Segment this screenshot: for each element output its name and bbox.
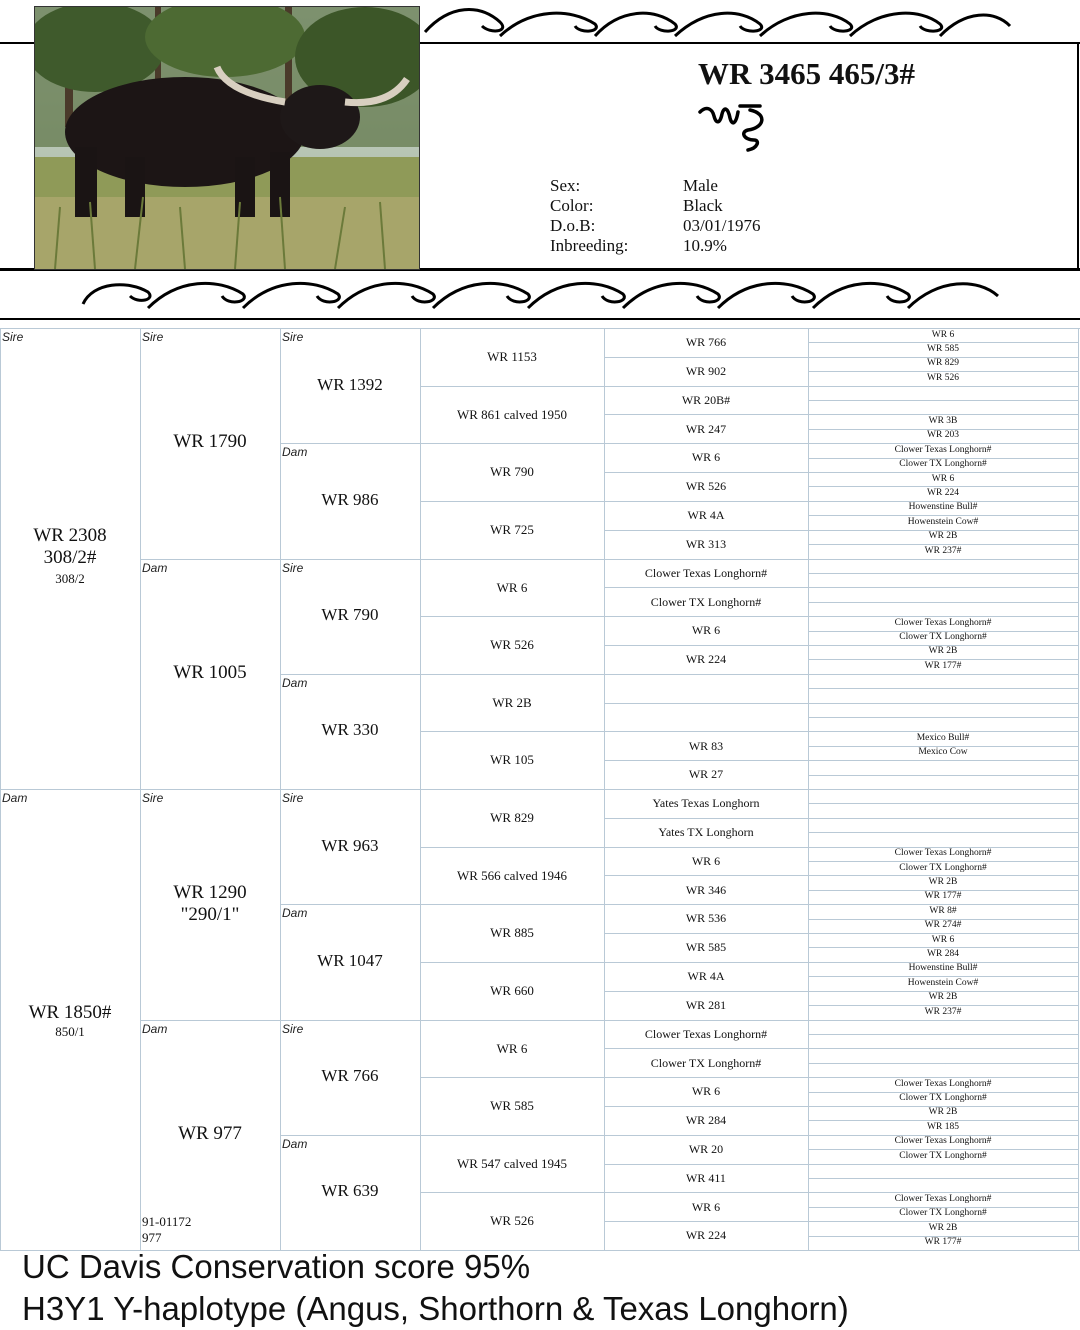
ancestor-gen6: Clower Texas Longhorn# [894, 848, 992, 859]
pedigree-table [0, 328, 1080, 1250]
ancestor-gen4: WR 1153 [487, 349, 537, 364]
row-line [604, 587, 808, 588]
row-line [808, 1164, 1078, 1165]
ancestor-gen6: WR 2B [928, 876, 958, 887]
relation-label: Sire [142, 791, 164, 805]
registration-number: 91-01172 [142, 1214, 192, 1229]
ancestor-gen6: WR 2B [928, 531, 958, 542]
ancestor-gen3: WR 790 [321, 605, 379, 625]
ancestor-gen6: Mexico Cow [918, 747, 968, 758]
ancestor-gen6: WR 2B [928, 646, 958, 657]
row-line [280, 443, 420, 444]
row-line [808, 386, 1078, 387]
ancestor-gen6: Clower TX Longhorn# [899, 632, 987, 643]
ancestor-gen3: WR 963 [321, 835, 379, 855]
ancestor-gen6: WR 274# [924, 920, 962, 931]
row-line [604, 1077, 808, 1078]
row-line [604, 1020, 808, 1021]
row-line [604, 875, 808, 876]
row-line [808, 1178, 1078, 1179]
row-line [280, 674, 420, 675]
ancestor-gen4: WR 526 [490, 1213, 534, 1229]
row-line [420, 1077, 604, 1078]
row-line [604, 1106, 808, 1107]
ancestor-gen6: WR 6 [931, 329, 955, 340]
info-label: Inbreeding: [550, 236, 629, 255]
ancestor-gen6: Howenstine Bull# [908, 502, 978, 513]
ancestor-gen5: Clower TX Longhorn# [650, 1055, 762, 1070]
ancestor-gen3: WR 330 [321, 720, 379, 740]
row-line [420, 386, 604, 387]
ancestor-gen6: Mexico Bull# [916, 732, 970, 743]
ancestor-gen5: WR 4A [687, 969, 725, 984]
row-line [420, 1192, 604, 1193]
ancestor-gen5: WR 6 [691, 853, 721, 868]
row-line [808, 1048, 1078, 1049]
row-line [808, 1020, 1078, 1021]
row-line [808, 587, 1078, 588]
row-line [420, 616, 604, 617]
ancestor-gen5: WR 281 [685, 997, 727, 1012]
row-line [604, 731, 808, 732]
row-line [604, 1048, 808, 1049]
row-line [420, 443, 604, 444]
row-line [420, 501, 604, 502]
parent-name-2: 308/2# [43, 546, 97, 568]
ancestor-gen6: WR 3B [928, 415, 958, 426]
info-label: D.o.B: [550, 216, 596, 235]
ancestor-gen6: WR 6 [931, 934, 955, 945]
ancestor-gen6: WR 2B [928, 1107, 958, 1118]
row-line [808, 602, 1078, 603]
ancestor-gen6: WR 6 [931, 473, 955, 484]
row-line [808, 573, 1078, 574]
row-line [808, 688, 1078, 689]
ancestor-gen6: Clower Texas Longhorn# [894, 444, 992, 455]
ancestor-gen6: Clower Texas Longhorn# [894, 1193, 992, 1204]
ancestor-gen6: WR 526 [927, 372, 959, 383]
ancestor-gen5: WR 83 [688, 738, 724, 753]
brand-mark-icon [698, 100, 770, 158]
ancestor-gen6: WR 829 [927, 358, 959, 369]
row-line [420, 904, 604, 905]
y-haplotype: H3Y1 Y-haplotype (Angus, Shorthorn & Texas Longhorn) [22, 1290, 849, 1327]
relation-label: Dam [142, 1021, 168, 1036]
relation-label: Sire [142, 330, 164, 344]
ancestor-gen6: WR 177# [924, 1237, 962, 1248]
row-line [808, 717, 1078, 718]
ancestor-gen6: Howenstein Cow# [907, 977, 979, 988]
ancestor-gen3: WR 1047 [317, 950, 383, 970]
ancestor-gen6: WR 177# [924, 891, 962, 902]
row-line [280, 1020, 420, 1021]
ancestor-gen4: WR 790 [490, 464, 534, 480]
info-label: Sex: [550, 176, 581, 195]
ancestor-gen5: Clower Texas Longhorn# [644, 1026, 768, 1041]
ancestor-gen5: Yates TX Longhorn [658, 825, 754, 840]
row-line [604, 703, 808, 704]
scroll-ornament-bottom [78, 272, 1008, 316]
ancestor-gen5: Clower Texas Longhorn# [644, 565, 768, 580]
ancestor-gen6: WR 203 [927, 430, 959, 441]
row-line [420, 1135, 604, 1136]
row-line [604, 674, 808, 675]
grandparent-name: WR 1290 [173, 882, 247, 904]
info-values [683, 176, 760, 256]
ancestor-gen4: WR 885 [490, 925, 534, 941]
ancestor-gen5: Clower TX Longhorn# [650, 594, 762, 609]
ancestor-gen6: Clower TX Longhorn# [899, 1093, 987, 1104]
row-line [420, 962, 604, 963]
row-line [808, 674, 1078, 675]
ancestor-gen4: WR 861 calved 1950 [456, 406, 568, 422]
ancestor-gen4: WR 585 [490, 1098, 534, 1114]
relation-label: Dam [2, 791, 28, 805]
ancestor-gen6: WR 2B [928, 992, 958, 1003]
footer [22, 1246, 849, 1330]
row-line [604, 472, 808, 473]
row-line [420, 731, 604, 732]
row-line [280, 904, 420, 905]
row-line [0, 789, 140, 790]
ancestor-gen5: WR 6 [691, 1199, 721, 1214]
info-value-sex: Male [683, 176, 718, 195]
row-line [604, 386, 808, 387]
relation-label: Sire [282, 330, 304, 344]
ancestor-gen4: WR 566 calved 1946 [456, 867, 568, 883]
info-value-inbreeding: 10.9% [683, 236, 727, 255]
relation-label: Sire [282, 560, 304, 575]
right-border [1077, 42, 1079, 268]
ancestor-gen3: WR 1392 [317, 374, 383, 394]
relation-label: Dam [282, 906, 308, 921]
row-line [604, 760, 808, 761]
row-line [604, 414, 808, 415]
row-line [808, 559, 1078, 560]
ancestor-gen4: WR 725 [490, 521, 534, 537]
row-line [420, 789, 604, 790]
ancestor-gen5: WR 536 [685, 911, 727, 926]
ancestor-gen5: WR 313 [685, 536, 727, 551]
ancestor-gen6: Howenstine Bull# [908, 963, 978, 974]
row-line [604, 962, 808, 963]
ancestor-gen3: WR 986 [321, 489, 379, 509]
row-line [140, 789, 280, 790]
row-line [604, 933, 808, 934]
parent-code: 308/2 [55, 570, 85, 586]
ancestor-gen6: Clower TX Longhorn# [899, 1150, 987, 1161]
ancestor-gen5: WR 247 [685, 421, 727, 436]
ancestor-gen5: WR 284 [685, 1113, 727, 1128]
row-line [604, 357, 808, 358]
relation-label: Dam [282, 445, 308, 460]
registration-short: 977 [142, 1230, 162, 1245]
ancestor-gen6: Howenstein Cow# [907, 516, 979, 527]
row-line [140, 1020, 280, 1021]
ancestor-gen6: Clower TX Longhorn# [899, 1208, 987, 1219]
ancestor-gen6: Clower Texas Longhorn# [894, 1078, 992, 1089]
column-line [1078, 328, 1079, 1250]
parent-code: 850/1 [55, 1023, 85, 1039]
ancestor-gen4: WR 105 [490, 752, 534, 768]
ancestor-gen6: Clower Texas Longhorn# [894, 617, 992, 628]
row-line [604, 818, 808, 819]
ancestor-gen6: WR 284 [927, 948, 959, 959]
row-line [604, 847, 808, 848]
ancestor-gen5: WR 902 [685, 364, 727, 379]
ancestor-gen6: WR 8# [929, 905, 957, 916]
ancestor-gen5: WR 20B# [681, 392, 731, 407]
ancestor-gen5: WR 6 [691, 623, 721, 638]
row-line [604, 645, 808, 646]
ancestor-gen6: WR 177# [924, 660, 962, 671]
animal-title: WR 3465 465/3# [698, 56, 915, 91]
ancestor-gen5: WR 27 [688, 767, 724, 782]
parent-name: WR 2308 [33, 524, 107, 546]
row-line [420, 674, 604, 675]
row-line [280, 559, 420, 560]
ancestor-gen6: WR 237# [924, 545, 962, 556]
ancestor-gen5: WR 4A [687, 508, 725, 523]
ancestor-gen4: WR 2B [492, 694, 532, 710]
relation-label: Dam [142, 560, 168, 575]
ancestor-gen5: WR 766 [685, 335, 727, 350]
row-line [808, 760, 1078, 761]
bottom-rule [0, 318, 1080, 320]
info-value-color: Black [683, 196, 723, 215]
ancestor-gen6: Clower TX Longhorn# [899, 459, 987, 470]
parent-name: WR 1850# [28, 1001, 112, 1023]
relation-label: Sire [282, 1021, 304, 1036]
row-line [808, 789, 1078, 790]
ancestor-gen4: WR 547 calved 1945 [456, 1155, 568, 1171]
row-line [420, 847, 604, 848]
ancestor-gen4: WR 6 [496, 579, 528, 595]
ancestor-gen6: WR 185 [927, 1121, 959, 1132]
relation-label: Sire [282, 791, 304, 805]
ancestor-gen4: WR 526 [490, 637, 534, 653]
row-line [604, 616, 808, 617]
row-line [604, 501, 808, 502]
row-line [280, 1135, 420, 1136]
ancestor-gen4: WR 660 [490, 982, 534, 998]
row-line [808, 803, 1078, 804]
ancestor-gen5: WR 346 [685, 882, 727, 897]
row-line [808, 832, 1078, 833]
header-panel [0, 0, 1080, 330]
ancestor-gen6: Clower TX Longhorn# [899, 862, 987, 873]
ancestor-gen3: WR 639 [321, 1181, 379, 1201]
ancestor-gen5: WR 585 [685, 940, 727, 955]
row-line [808, 775, 1078, 776]
row-line [808, 818, 1078, 819]
row-line [808, 1063, 1078, 1064]
row-line [280, 789, 420, 790]
ancestor-gen3: WR 766 [321, 1066, 379, 1086]
ancestor-gen5: WR 411 [686, 1170, 726, 1185]
info-labels [550, 176, 628, 256]
row-line [604, 443, 808, 444]
row-line [808, 1034, 1078, 1035]
ancestor-gen5: WR 20 [688, 1141, 724, 1156]
row-line [604, 1164, 808, 1165]
ancestor-gen6: Clower Texas Longhorn# [894, 1136, 992, 1147]
row-line [604, 1135, 808, 1136]
grandparent-name: WR 1790 [173, 431, 247, 453]
ancestor-gen5: WR 224 [685, 1228, 727, 1243]
ancestor-gen5: WR 6 [691, 1084, 721, 1099]
grandparent-name: WR 977 [178, 1122, 242, 1144]
row-line [808, 400, 1078, 401]
ancestor-gen4: WR 829 [490, 810, 534, 825]
ancestor-gen5: WR 526 [685, 479, 727, 494]
relation-label: Sire [2, 330, 24, 344]
relation-label: Dam [282, 675, 308, 690]
ancestor-gen6: WR 237# [924, 1006, 962, 1017]
ancestor-gen6: WR 224 [927, 487, 959, 498]
ancestor-gen5: Yates Texas Longhorn [652, 796, 760, 811]
ancestor-gen4: WR 6 [496, 1040, 528, 1056]
ancestor-gen5: WR 6 [691, 450, 721, 465]
row-line [604, 991, 808, 992]
row-line [140, 559, 280, 560]
scroll-ornament-top [420, 2, 1020, 42]
relation-label: Dam [282, 1136, 308, 1151]
ancestor-gen5: WR 224 [685, 652, 727, 667]
row-line [604, 530, 808, 531]
ancestor-gen6: WR 585 [927, 343, 959, 354]
grandparent-name: WR 1005 [173, 661, 247, 683]
row-line [604, 1221, 808, 1222]
row-line [604, 1192, 808, 1193]
row-line [420, 559, 604, 560]
info-label: Color: [550, 196, 594, 215]
row-line [420, 1020, 604, 1021]
bull-photo [34, 6, 420, 270]
row-line [808, 703, 1078, 704]
row-line [604, 789, 808, 790]
conservation-score: UC Davis Conservation score 95% [22, 1248, 531, 1285]
info-value-dob: 03/01/1976 [683, 216, 761, 235]
ancestor-gen6: WR 2B [928, 1222, 958, 1233]
grandparent-name-2: "290/1" [180, 904, 240, 926]
row-line [604, 559, 808, 560]
row-line [604, 904, 808, 905]
